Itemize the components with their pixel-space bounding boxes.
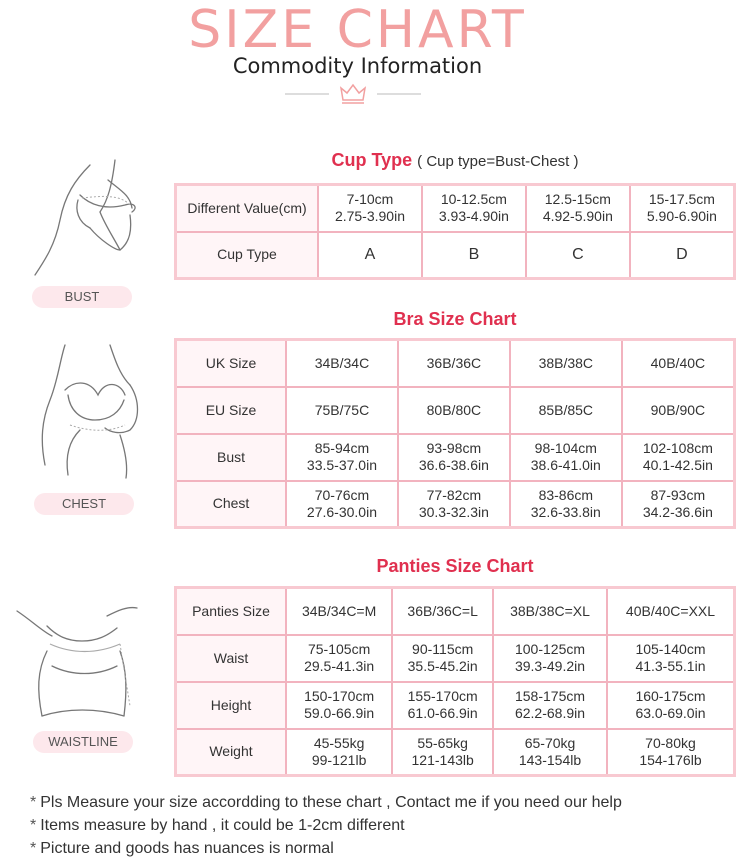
bra-row-label: Chest [176, 481, 287, 528]
bra-row-label: UK Size [176, 340, 287, 387]
panties-size-title: Panties Size Chart [376, 556, 534, 576]
bra-cell: 75B/75C [286, 387, 398, 434]
panties-cell: 36B/36C=L [392, 588, 493, 635]
crown-divider-icon [285, 80, 421, 108]
cup-type-heading: Cup Type [331, 150, 413, 170]
panties-cell: 38B/38C=XL [493, 588, 607, 635]
bra-cell: 70-76cm 27.6-30.0in [286, 481, 398, 528]
page-subtitle: Commodity Information [232, 54, 483, 78]
panties-cell: 150-170cm 59.0-66.9in [286, 682, 392, 729]
bra-cell: 36B/36C [398, 340, 510, 387]
bra-size-table [174, 338, 736, 529]
bra-cell: 38B/38C [510, 340, 622, 387]
note-item: * Pls Measure your size accordding to these chart , Contact me if you need our help [30, 794, 622, 811]
note-item: * Items measure by hand , it could be 1-2cm different [30, 817, 405, 834]
panties-cell: 65-70kg 143-154lb [493, 729, 607, 776]
waistline-badge: WAISTLINE [33, 731, 133, 753]
bra-cell: 102-108cm 40.1-42.5in [622, 434, 735, 481]
waistline-measure-figure-icon [12, 596, 162, 726]
asterisk-icon: * [30, 840, 37, 857]
bra-cell: 87-93cm 34.2-36.6in [622, 481, 735, 528]
bust-badge: BUST [32, 286, 132, 308]
cup-value-cell: 15-17.5cm 5.90-6.90in [630, 185, 735, 232]
bra-cell: 85B/85C [510, 387, 622, 434]
panties-cell: 100-125cm 39.3-49.2in [493, 635, 607, 682]
panties-size-table [174, 586, 736, 777]
panties-cell: 55-65kg 121-143lb [392, 729, 493, 776]
asterisk-icon: * [30, 794, 37, 811]
cup-type-subheading: ( Cup type=Bust-Chest ) [417, 153, 579, 170]
cup-type-cell: C [526, 232, 630, 279]
cup-value-cell: 10-12.5cm 3.93-4.90in [422, 185, 526, 232]
panties-cell: 160-175cm 63.0-69.0in [607, 682, 735, 729]
panties-cell: 155-170cm 61.0-66.9in [392, 682, 493, 729]
cup-type-cell: A [318, 232, 422, 279]
bra-cell: 98-104cm 38.6-41.0in [510, 434, 622, 481]
bra-size-title: Bra Size Chart [393, 309, 517, 329]
bra-row-label: Bust [176, 434, 287, 481]
page-title: SIZE CHART [188, 0, 527, 60]
note-item: * Picture and goods has nuances is normal [30, 840, 334, 857]
cup-type-cell: B [422, 232, 526, 279]
asterisk-icon: * [30, 817, 37, 834]
bra-cell: 90B/90C [622, 387, 735, 434]
bra-cell: 83-86cm 32.6-33.8in [510, 481, 622, 528]
cup-type-table [174, 183, 736, 280]
cup-type-cell: D [630, 232, 735, 279]
bra-row-label: EU Size [176, 387, 287, 434]
panties-cell: 45-55kg 99-121lb [286, 729, 392, 776]
bra-cell: 93-98cm 36.6-38.6in [398, 434, 510, 481]
chest-badge: CHEST [34, 493, 134, 515]
bra-cell: 34B/34C [286, 340, 398, 387]
cup-row-label-diff: Different Value(cm) [176, 185, 319, 232]
cup-value-cell: 12.5-15cm 4.92-5.90in [526, 185, 630, 232]
panties-cell: 105-140cm 41.3-55.1in [607, 635, 735, 682]
cup-row-label-type: Cup Type [176, 232, 319, 279]
cup-type-title [175, 150, 735, 171]
bust-measure-figure-icon [20, 150, 170, 280]
panties-row-label: Weight [176, 729, 287, 776]
chest-measure-figure-icon [20, 340, 170, 480]
panties-cell: 158-175cm 62.2-68.9in [493, 682, 607, 729]
panties-row-label: Waist [176, 635, 287, 682]
panties-row-label: Height [176, 682, 287, 729]
bra-cell: 77-82cm 30.3-32.3in [398, 481, 510, 528]
bra-cell: 80B/80C [398, 387, 510, 434]
panties-row-label: Panties Size [176, 588, 287, 635]
panties-cell: 90-115cm 35.5-45.2in [392, 635, 493, 682]
panties-cell: 34B/34C=M [286, 588, 392, 635]
cup-value-cell: 7-10cm 2.75-3.90in [318, 185, 422, 232]
panties-cell: 40B/40C=XXL [607, 588, 735, 635]
panties-cell: 75-105cm 29.5-41.3in [286, 635, 392, 682]
panties-cell: 70-80kg 154-176lb [607, 729, 735, 776]
bra-cell: 40B/40C [622, 340, 735, 387]
bra-cell: 85-94cm 33.5-37.0in [286, 434, 398, 481]
